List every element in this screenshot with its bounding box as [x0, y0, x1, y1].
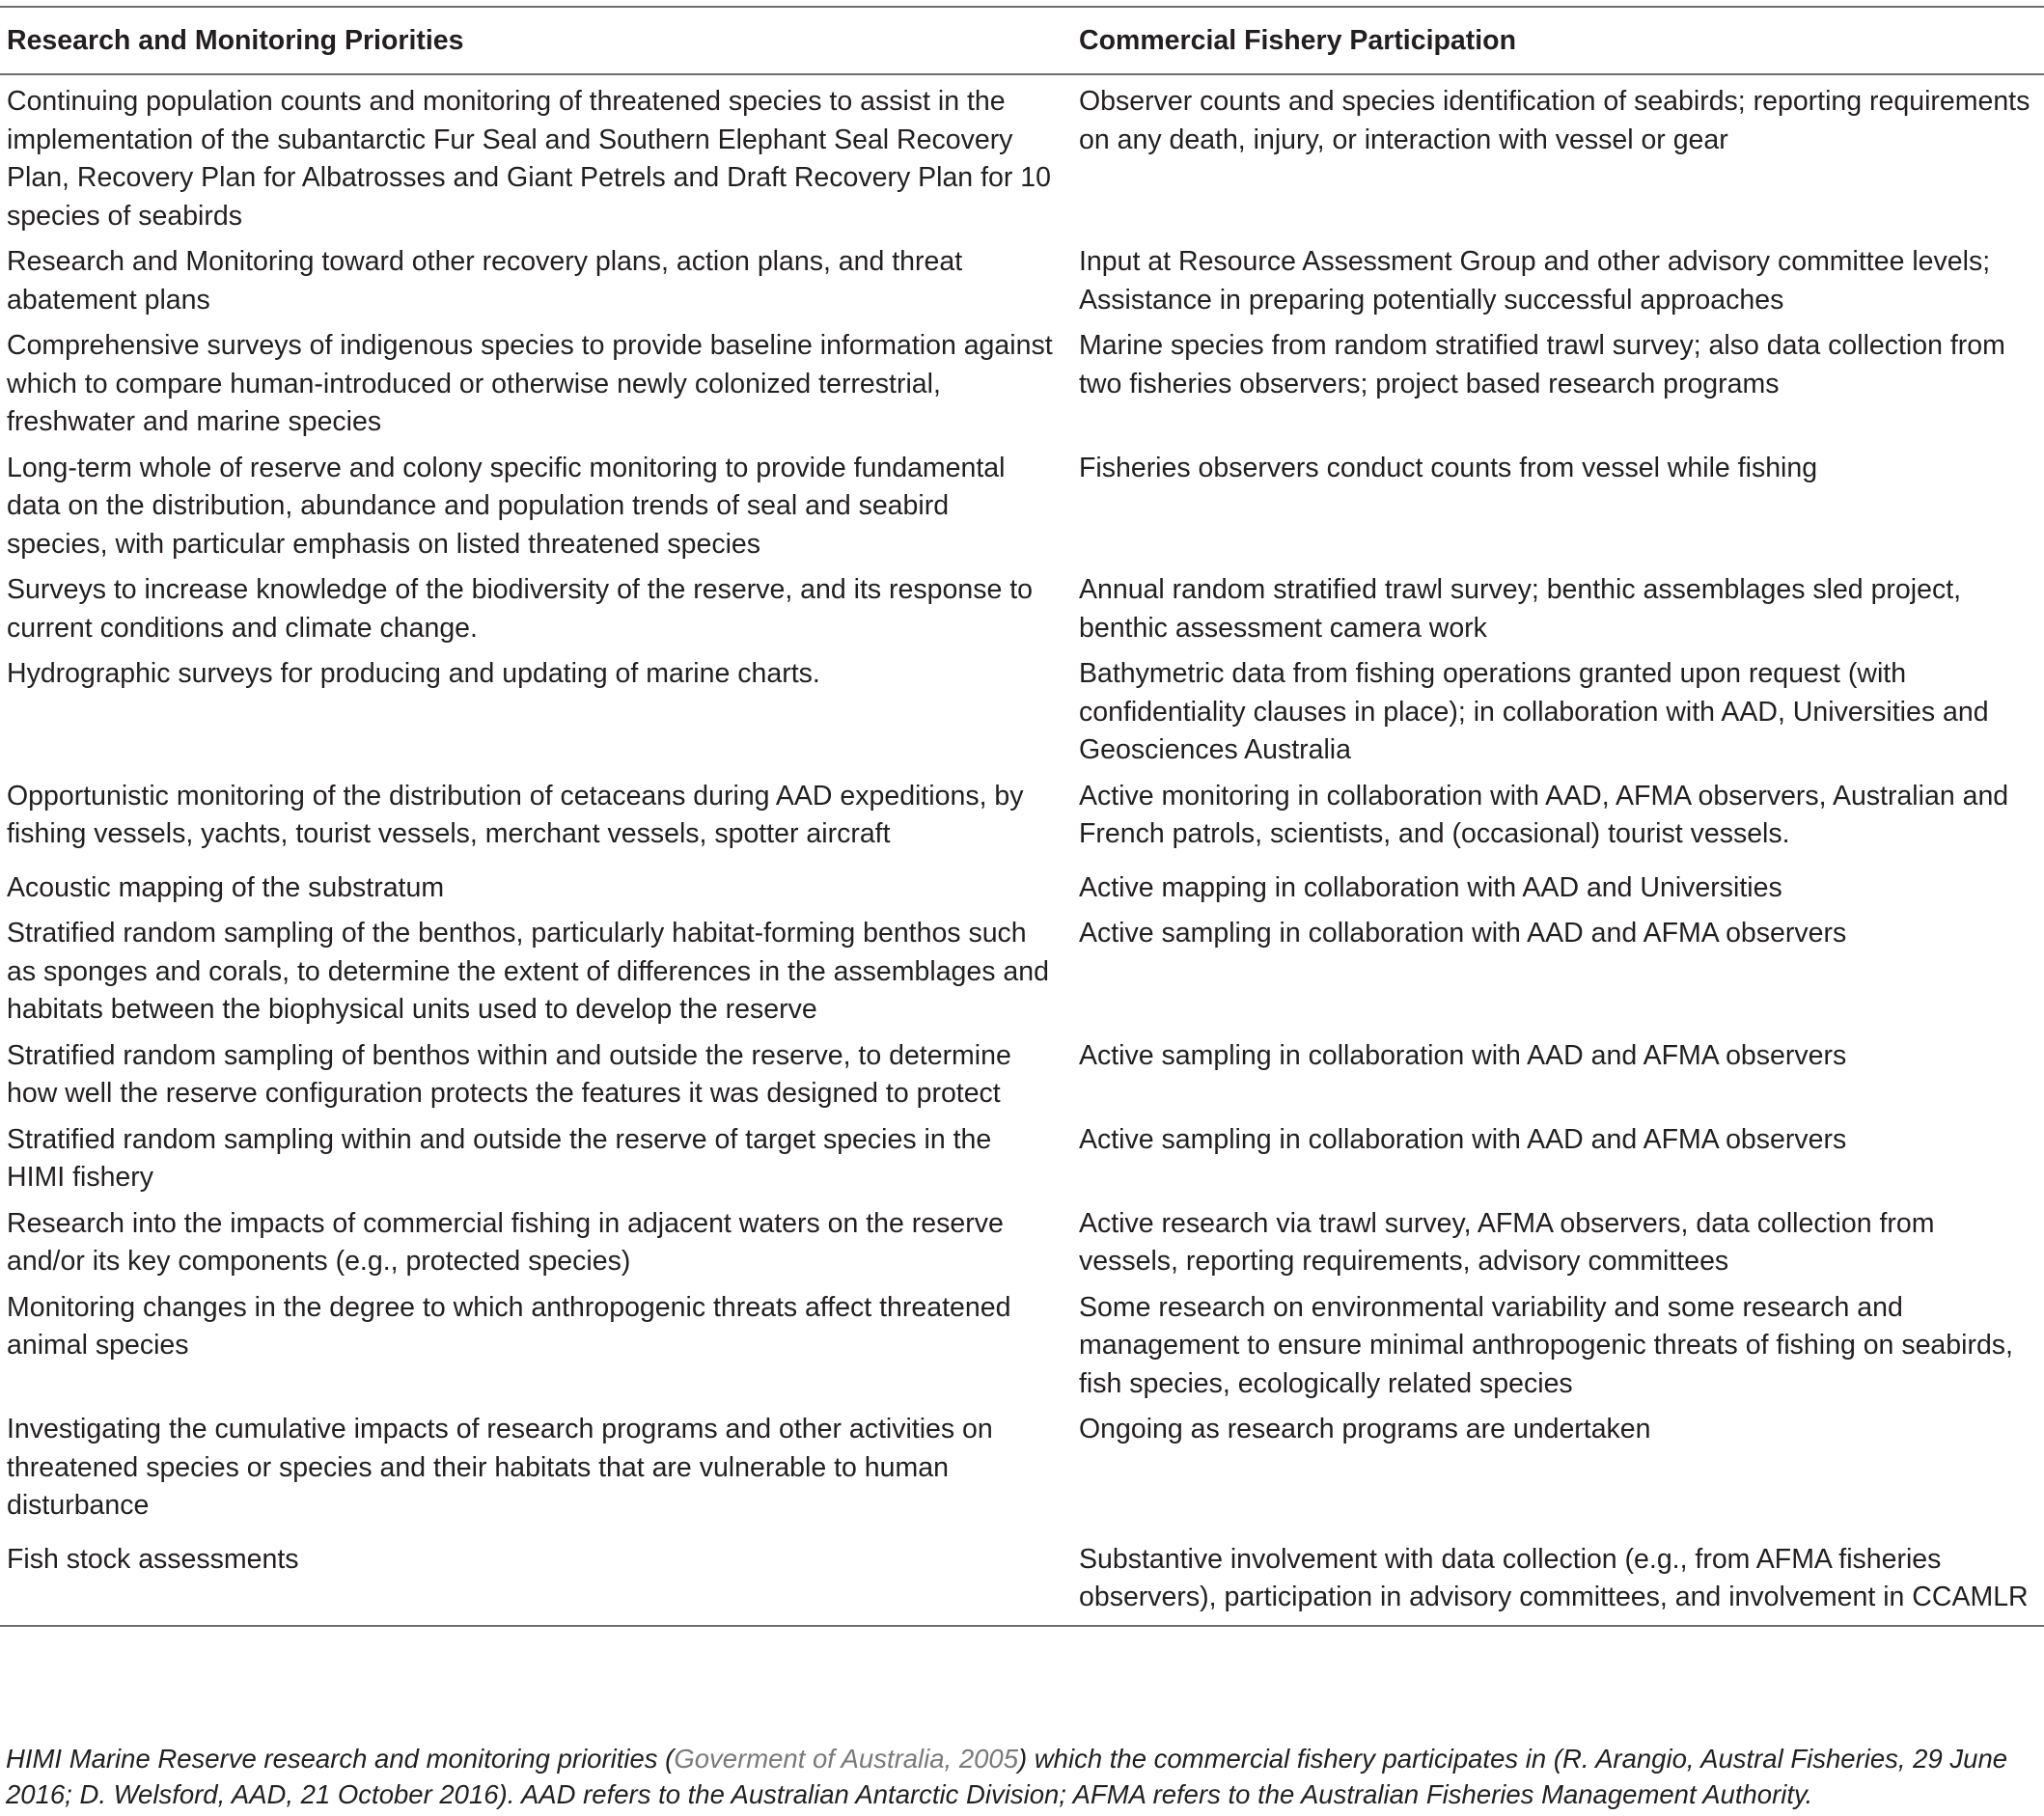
table-row [0, 83, 2044, 243]
research-priority-cell: Acoustic mapping of the substratum [7, 871, 445, 903]
fishery-participation-cell: Annual random stratified trawl survey; benthic assemblages sled project, benthic assessment camera work [1079, 574, 1962, 644]
research-priority-cell: Surveys to increase knowledge of the biodiversity of the reserve, and its response to current conditions and climate change. [7, 574, 1033, 644]
fishery-participation-cell: Active sampling in collaboration with AAD and AFMA observers [1079, 1123, 1847, 1155]
table-row [0, 1289, 2044, 1412]
research-priority-cell: Monitoring changes in the degree to which anthropogenic threats affect threatened animal species [7, 1291, 1011, 1361]
table-header-row [0, 8, 2044, 75]
research-priority-cell: Opportunistic monitoring of the distribution of cetaceans during AAD expeditions, by fishing vessels, yachts, tourist vessels, merchant vessels, spotter aircraft [7, 780, 1024, 849]
fishery-participation-cell: Substantive involvement with data collection (e.g., from AFMA fisheries observers), participation in advisory committees, and involvement in CCAMLR [1079, 1543, 2029, 1612]
research-priority-cell: Comprehensive surveys of indigenous species to provide baseline information against which to compare human-introduced or otherwise newly colonized terrestrial, freshwater and marine species [7, 330, 1053, 437]
table-row [0, 1037, 2044, 1121]
fishery-participation-cell: Active monitoring in collaboration with AAD, AFMA observers, Australian and French patrols, scientists, and (occasional) tourist vessels. [1079, 780, 2009, 849]
fishery-participation-cell: Bathymetric data from fishing operations granted upon request (with confidentiality clauses in place); in collaboration with AAD, Universities and Geosciences Australia [1079, 658, 1989, 765]
table-row [0, 778, 2044, 869]
table-row [0, 1121, 2044, 1205]
caption-text-before: HIMI Marine Reserve research and monitoring priorities ( [6, 1744, 675, 1774]
research-priority-cell: Fish stock assessments [7, 1543, 299, 1575]
fishery-participation-cell: Some research on environmental variability and some research and management to ensure minimal anthropogenic threats of fishing on seabirds, fish species, ecologically related species [1079, 1291, 2013, 1399]
research-priority-cell: Continuing population counts and monitoring of threatened species to assist in the implementation of the subantarctic Fur Seal and Southern Elephant Seal Recovery Plan, Recovery Plan for Albatrosses and Giant Petrels and Draft Recovery Plan for 10 species of seabirds [7, 86, 1051, 232]
table-bottom-rule [0, 1625, 2044, 1627]
fishery-participation-cell: Fisheries observers conduct counts from vessel while fishing [1079, 452, 1818, 483]
table-row [0, 327, 2044, 450]
fishery-participation-cell: Input at Resource Assessment Group and other advisory committee levels; Assistance in preparing potentially successful approaches [1079, 246, 1991, 316]
fishery-participation-cell: Active mapping in collaboration with AAD and Universities [1079, 871, 1782, 903]
header-research-priorities: Research and Monitoring Priorities [7, 25, 464, 56]
table-row [0, 450, 2044, 572]
fishery-participation-cell: Marine species from random stratified trawl survey; also data collection from two fisheries observers; project based research programs [1079, 330, 2005, 399]
research-priority-cell: Stratified random sampling within and outside the reserve of target species in the HIMI fishery [7, 1123, 992, 1193]
research-priority-cell: Investigating the cumulative impacts of research programs and other activities on threatened species or species and their habitats that are vulnerable to human disturbance [7, 1414, 993, 1521]
table-row [0, 571, 2044, 655]
research-priority-cell: Research into the impacts of commercial fishing in adjacent waters on the reserve and/or its key components (e.g., protected species) [7, 1207, 1004, 1277]
caption-text-after: ) which the commercial fishery participates in (R. Arangio, Austral Fisheries, 29 June 2016; D. Welsford, AAD, 21 October 2016). AAD refers to the Australian Antarctic Division; AFMA refers to the Australian Fisheries Management Authority. [6, 1744, 2008, 1809]
priorities-table [0, 6, 2044, 1627]
fishery-participation-cell: Active sampling in collaboration with AAD and AFMA observers [1079, 1039, 1847, 1071]
table-row [0, 1205, 2044, 1289]
research-priority-cell: Long-term whole of reserve and colony specific monitoring to provide fundamental data on the distribution, abundance and population trends of seal and seabird species, with particular emphasis on listed threatened species [7, 452, 1006, 560]
table-row [0, 869, 2044, 916]
research-priority-cell: Stratified random sampling of the benthos, particularly habitat-forming benthos such as sponges and corals, to determine the extent of differences in the assemblages and habitats between the biophysical units used to develop the reserve [7, 918, 1049, 1025]
table-row [0, 1541, 2044, 1625]
research-priority-cell: Hydrographic surveys for producing and updating of marine charts. [7, 658, 820, 689]
fishery-participation-cell: Observer counts and species identification of seabirds; reporting requirements on any death, injury, or interaction with vessel or gear [1079, 86, 2030, 155]
table-row [0, 655, 2044, 778]
header-fishery-participation: Commercial Fishery Participation [1079, 25, 1516, 56]
research-priority-cell: Research and Monitoring toward other recovery plans, action plans, and threat abatement plans [7, 246, 963, 316]
research-priority-cell: Stratified random sampling of benthos within and outside the reserve, to determine how well the reserve configuration protects the features it was designed to protect [7, 1039, 1011, 1109]
table-caption [6, 1741, 2037, 1812]
table-row [0, 915, 2044, 1037]
fishery-participation-cell: Active research via trawl survey, AFMA observers, data collection from vessels, reporting requirements, advisory committees [1079, 1207, 1935, 1277]
caption-citation-link[interactable]: Goverment of Australia, 2005 [674, 1744, 1019, 1774]
table-row [0, 1411, 2044, 1541]
table-body [0, 75, 2044, 1625]
fishery-participation-cell: Active sampling in collaboration with AAD and AFMA observers [1079, 918, 1847, 949]
fishery-participation-cell: Ongoing as research programs are undertaken [1079, 1414, 1651, 1445]
table-row [0, 243, 2044, 327]
